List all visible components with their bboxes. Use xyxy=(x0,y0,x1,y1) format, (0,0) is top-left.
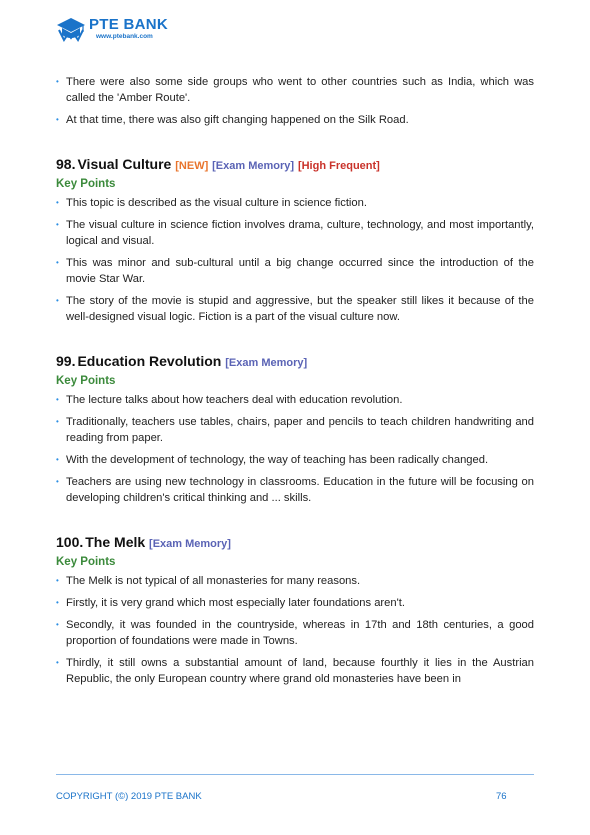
section-number: 98. xyxy=(56,156,76,172)
section-100 xyxy=(56,534,534,687)
new-tag: [NEW] xyxy=(175,160,209,172)
section-title: The Melk xyxy=(85,534,146,550)
section-heading xyxy=(56,156,534,172)
list-item: • The visual culture in science fiction involves drama, culture, technology, and most importantly, logical and visual. xyxy=(56,217,534,249)
key-points-label: Key Points xyxy=(56,178,116,190)
brand-url: www.ptebank.com xyxy=(96,33,153,40)
list-item: • This was minor and sub-cultural until a big change occurred since the introduction of the movie Star War. xyxy=(56,255,534,287)
list-item: • Teachers are using new technology in classrooms. Education in the future will be focusing on developing children's critical thinking and ... skills. xyxy=(56,474,534,506)
page-content xyxy=(56,74,534,693)
section-title: Education Revolution xyxy=(77,353,222,369)
pte-bank-logo xyxy=(56,16,196,46)
list-item: • At that time, there was also gift changing happened on the Silk Road. xyxy=(56,112,534,128)
key-points-list xyxy=(56,392,534,506)
exam-memory-tag: [Exam Memory] xyxy=(149,538,231,550)
graduation-cap-icon xyxy=(56,16,86,44)
list-item: • Firstly, it is very grand which most especially later foundations aren't. xyxy=(56,595,534,611)
section-number: 99. xyxy=(56,353,76,369)
list-item: • The Melk is not typical of all monasteries for many reasons. xyxy=(56,573,534,589)
footer-divider xyxy=(56,774,534,775)
key-points-label: Key Points xyxy=(56,375,116,387)
section-99 xyxy=(56,353,534,506)
list-item: • With the development of technology, the way of teaching has been radically changed. xyxy=(56,452,534,468)
key-points-list xyxy=(56,573,534,687)
high-frequent-tag: [High Frequent] xyxy=(297,160,380,172)
key-points-list xyxy=(56,195,534,325)
intro-bullet-list xyxy=(56,74,534,128)
list-item: • Thirdly, it still owns a substantial amount of land, because fourthly it lies in the Austrian Republic, the only European country where grand old monasteries have been in xyxy=(56,655,534,687)
key-points-label: Key Points xyxy=(56,556,116,568)
list-item: • The lecture talks about how teachers deal with education revolution. xyxy=(56,392,534,408)
brand-name: PTE BANK xyxy=(89,16,169,33)
section-title: Visual Culture xyxy=(77,156,172,172)
section-98 xyxy=(56,156,534,325)
list-item: • The story of the movie is stupid and aggressive, but the speaker still likes it because of the well-designed visual logic. Fiction is a part of the visual culture now. xyxy=(56,293,534,325)
exam-memory-tag: [Exam Memory] xyxy=(225,357,308,369)
list-item: • There were also some side groups who went to other countries such as India, which was called the 'Amber Route'. xyxy=(56,74,534,106)
list-item: • This topic is described as the visual culture in science fiction. xyxy=(56,195,534,211)
list-item: • Secondly, it was founded in the countryside, whereas in 17th and 18th centuries, a good proportion of foundations were made in Towns. xyxy=(56,617,534,649)
list-item: • Traditionally, teachers use tables, chairs, paper and pencils to teach children handwriting and reading from paper. xyxy=(56,414,534,446)
page-number: 76 xyxy=(496,791,507,802)
section-heading xyxy=(56,353,534,369)
exam-memory-tag: [Exam Memory] xyxy=(212,160,295,172)
section-number: 100. xyxy=(56,534,84,550)
section-heading xyxy=(56,534,534,550)
footer-copyright: COPYRIGHT (©) 2019 PTE BANK xyxy=(56,791,202,802)
